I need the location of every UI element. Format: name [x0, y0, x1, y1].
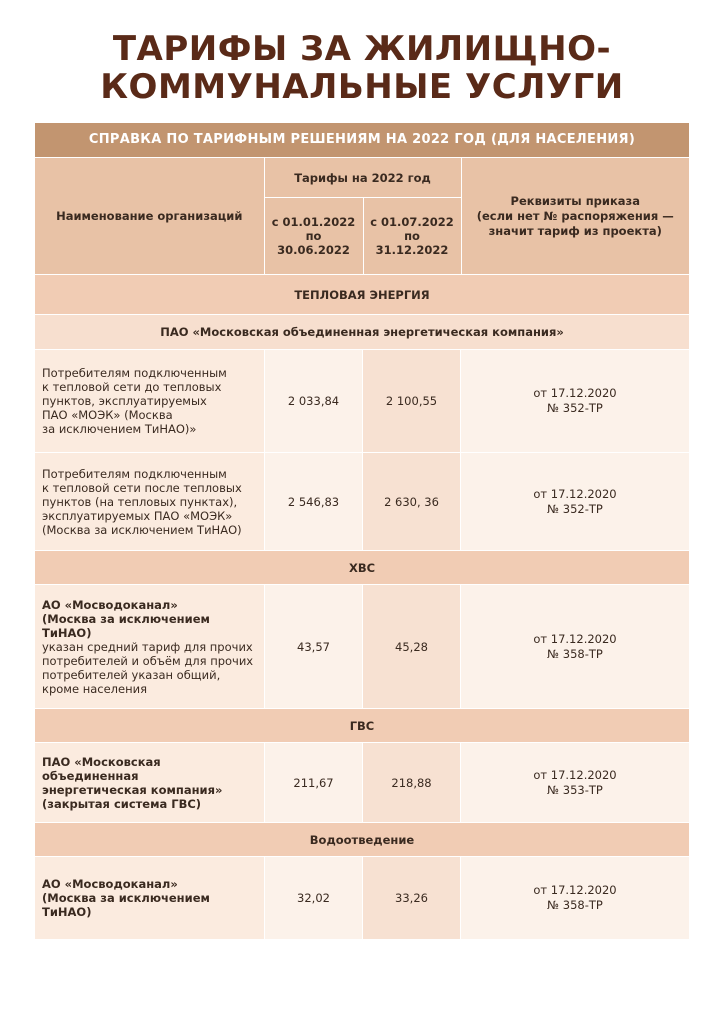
order-number: № 358-ТР — [547, 646, 603, 661]
name-line: энергетическая компания» — [42, 782, 223, 797]
order-number: № 358-ТР — [547, 898, 603, 912]
tariff-period-1-value: 2 033,84 — [264, 350, 362, 452]
period-2-from: с 01.07.2022 — [370, 215, 454, 229]
tariff-period-1-value: 32,02 — [264, 857, 362, 939]
name-line: к тепловой сети после тепловых — [42, 480, 242, 495]
name-line: АО «Мосводоканал» — [42, 597, 178, 612]
name-line: Потребителям подключенным — [42, 366, 227, 380]
table-row — [35, 856, 689, 939]
section-cold-water: ХВС — [35, 550, 689, 584]
table-row — [35, 584, 689, 708]
table-caption: СПРАВКА ПО ТАРИФНЫМ РЕШЕНИЯМ НА 2022 ГОД (ДЛЯ НАСЕЛЕНИЯ) — [35, 123, 689, 157]
row-org-name — [35, 585, 264, 708]
name-line: эксплуатируемых ПАО «МОЭК» — [42, 508, 233, 523]
name-line: (закрытая система ГВС) — [42, 796, 202, 811]
order-date: от 17.12.2020 — [533, 883, 617, 897]
order-reference — [460, 453, 689, 550]
page-title-line-2: КОММУНАЛЬНЫЕ УСЛУГИ — [100, 67, 624, 107]
table-row — [35, 742, 689, 822]
name-line: (Москва за исключением ТиНАО) — [42, 891, 210, 919]
name-line: ПАО «МОЭК» (Москва — [42, 408, 173, 422]
name-line: АО «Мосводоканал» — [42, 877, 178, 891]
order-date: от 17.12.2020 — [533, 767, 617, 782]
period-1-to: 30.06.2022 — [277, 243, 350, 257]
tariff-period-1-value: 211,67 — [264, 743, 362, 822]
name-line: Потребителям подключенным — [42, 466, 227, 481]
page-title-line-1: ТАРИФЫ ЗА ЖИЛИЩНО- — [112, 29, 612, 69]
order-reference — [460, 350, 689, 452]
order-reference — [460, 585, 689, 708]
order-number: № 352-ТР — [547, 401, 603, 415]
order-reference — [460, 743, 689, 822]
header-order-details — [461, 158, 690, 274]
order-date: от 17.12.2020 — [533, 386, 617, 400]
section-drainage: Водоотведение — [35, 822, 689, 856]
name-line: потребителей указан общий, — [42, 667, 221, 682]
section-heat-org: ПАО «Московская объединенная энергетическая компания» — [35, 314, 689, 349]
period-1-from: с 01.01.2022 — [271, 215, 356, 229]
tariff-table — [35, 123, 689, 939]
period-2-to: 31.12.2022 — [375, 243, 449, 257]
tariff-period-2-value: 2 630, 36 — [362, 453, 460, 550]
page-title — [0, 30, 724, 106]
name-line: потребителей и объём для прочих — [42, 653, 254, 668]
header-tariffs-title: Тарифы на 2022 год — [265, 158, 461, 198]
order-col-line-3: значит тариф из проекта) — [488, 223, 662, 238]
header-org-name: Наименование организаций — [35, 158, 264, 274]
period-2-by: по — [404, 229, 420, 243]
table-header-row — [35, 157, 689, 274]
table-row — [35, 349, 689, 452]
name-line: указан средний тариф для прочих — [42, 639, 253, 654]
table-row — [35, 452, 689, 550]
order-col-line-1: Реквизиты приказа — [510, 193, 640, 208]
row-org-name — [35, 743, 264, 822]
order-number: № 353-ТР — [547, 782, 603, 797]
order-date: от 17.12.2020 — [533, 631, 617, 646]
header-period-2 — [363, 198, 461, 274]
tariff-period-1-value: 43,57 — [264, 585, 362, 708]
header-period-1 — [265, 198, 363, 274]
order-number: № 352-ТР — [547, 501, 603, 516]
period-1-by: по — [305, 229, 322, 243]
row-org-name — [35, 857, 264, 939]
name-line: пунктов (на тепловых пунктах), — [42, 494, 238, 509]
section-hot-water: ГВС — [35, 708, 689, 742]
name-line: к тепловой сети до тепловых — [42, 380, 222, 394]
name-line: (Москва за исключением ТиНАО) — [42, 611, 210, 640]
tariff-period-1-value: 2 546,83 — [264, 453, 362, 550]
row-org-name — [35, 453, 264, 550]
tariff-period-2-value: 45,28 — [362, 585, 460, 708]
row-org-name — [35, 350, 264, 452]
section-heat: ТЕПЛОВАЯ ЭНЕРГИЯ — [35, 274, 689, 314]
order-date: от 17.12.2020 — [533, 486, 617, 501]
order-reference — [460, 857, 689, 939]
name-line: ПАО «Московская объединенная — [42, 754, 161, 783]
tariff-period-2-value: 33,26 — [362, 857, 460, 939]
order-col-line-2: (если нет № распоряжения — — [476, 208, 674, 223]
name-line: за исключением ТиНАО)» — [42, 422, 197, 436]
name-line: (Москва за исключением ТиНАО) — [42, 522, 242, 537]
name-line: пунктов, эксплуатируемых — [42, 394, 207, 408]
name-line: кроме населения — [42, 681, 147, 696]
header-tariffs-group — [264, 158, 461, 274]
tariff-period-2-value: 218,88 — [362, 743, 460, 822]
tariff-period-2-value: 2 100,55 — [362, 350, 460, 452]
